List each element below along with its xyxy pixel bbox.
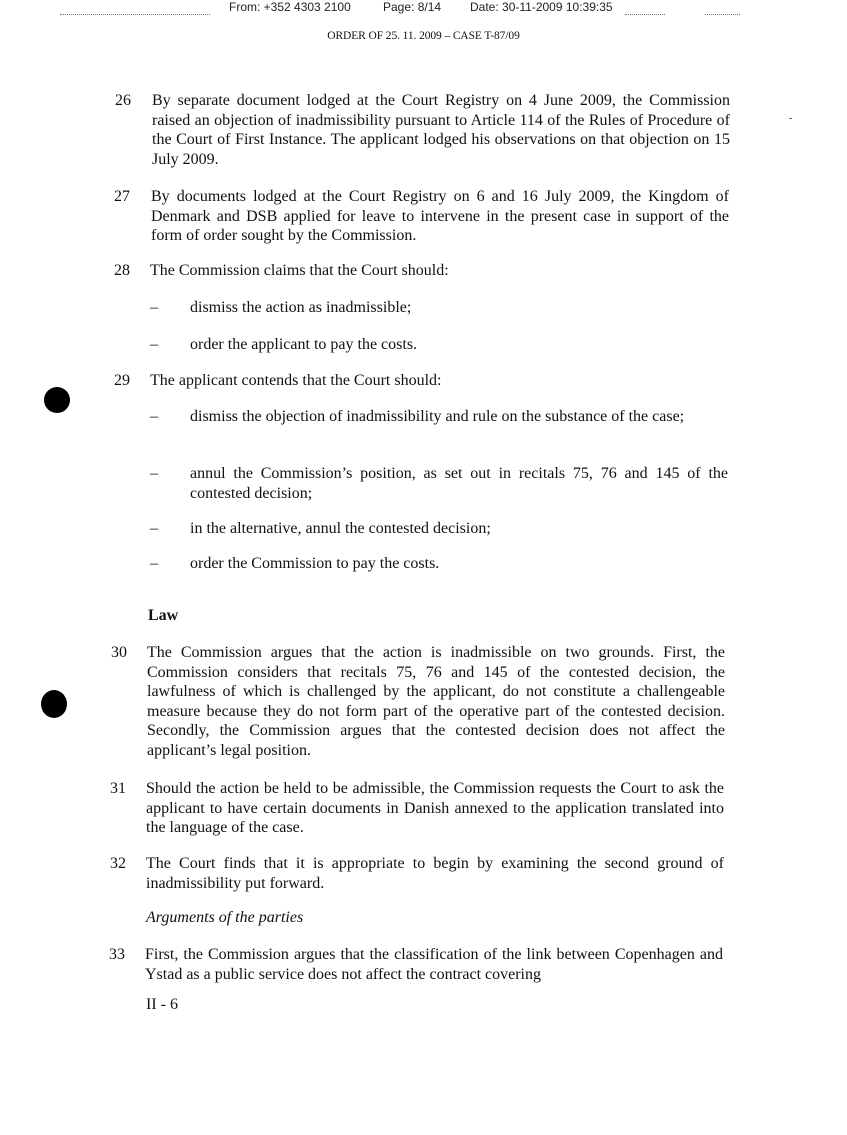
list-item	[150, 554, 728, 574]
paragraph-26	[115, 91, 730, 171]
paragraph-number: 26	[115, 92, 131, 109]
list-item-text: in the alternative, annul the contested decision;	[190, 520, 491, 537]
section-heading-law: Law	[148, 607, 179, 624]
paragraph-text: By documents lodged at the Court Registry on 6 and 16 July 2009, the Kingdom of Denmark and DSB applied for leave to intervene in the present case in support of the form of order sought by the Commission.	[151, 188, 729, 244]
punch-hole	[44, 387, 70, 413]
fax-from: From: +352 4303 2100	[229, 0, 351, 14]
scan-speck	[789, 118, 792, 119]
paragraph-number: 33	[109, 946, 125, 963]
punch-hole	[41, 690, 67, 718]
paragraph-number: 28	[114, 262, 130, 279]
fax-page: Page: 8/14	[383, 0, 442, 14]
paragraph-32	[110, 854, 725, 894]
fax-header	[0, 0, 847, 16]
paragraph-number: 30	[111, 644, 127, 661]
list-dash: –	[150, 408, 158, 425]
list-dash: –	[150, 520, 158, 537]
paragraph-28	[114, 261, 729, 281]
list-item	[150, 298, 728, 318]
list-item	[150, 407, 728, 447]
list-dash: –	[150, 555, 158, 572]
paragraph-text: The applicant contends that the Court should:	[150, 372, 442, 389]
scan-noise	[625, 8, 665, 15]
list-dash: –	[150, 299, 158, 316]
paragraph-text: First, the Commission argues that the classification of the link between Copenhagen and Ystad as a public service does not affect the contract covering	[145, 946, 723, 983]
paragraph-30	[111, 643, 726, 763]
list-item-text: dismiss the action as inadmissible;	[190, 299, 412, 316]
paragraph-text: The Commission argues that the action is inadmissible on two grounds. First, the Commission considers that recitals 75, 76 and 145 of the contested decision, the lawfulness of which is challenged by the applicant, do not constitute a challengeable measure because they do not form part of the operative part of the contested decision. Secondly, the Commission argues that the contested decision does not affect the applicant’s legal position.	[147, 644, 725, 759]
paragraph-text: By separate document lodged at the Court Registry on 4 June 2009, the Commission raised an objection of inadmissibility pursuant to Article 114 of the Rules of Procedure of the Court of First Instance. The applicant lodged his observations on that objection on 15 July 2009.	[152, 92, 730, 168]
paragraph-number: 32	[110, 855, 126, 872]
paragraph-number: 29	[114, 372, 130, 389]
paragraph-text: The Commission claims that the Court should:	[150, 262, 449, 279]
running-head: ORDER OF 25. 11. 2009 – CASE T-87/09	[327, 30, 520, 42]
paragraph-number: 27	[114, 188, 130, 205]
paragraph-31	[110, 779, 725, 839]
paragraph-33	[109, 945, 724, 985]
list-item-text: order the Commission to pay the costs.	[190, 555, 440, 572]
paragraph-text: The Court finds that it is appropriate to begin by examining the second ground of inadmissibility put forward.	[146, 855, 724, 892]
page-footer: II - 6	[146, 996, 178, 1013]
list-item-text: dismiss the objection of inadmissibility and rule on the substance of the case;	[190, 408, 685, 425]
list-item	[150, 335, 728, 355]
section-heading-arguments: Arguments of the parties	[146, 909, 304, 926]
list-item	[150, 519, 728, 539]
paragraph-text: Should the action be held to be admissible, the Commission requests the Court to ask the applicant to have certain documents in Danish annexed to the application translated into the language of the case.	[146, 780, 724, 836]
fax-date: Date: 30-11-2009 10:39:35	[470, 0, 613, 14]
paragraph-27	[114, 187, 729, 247]
list-dash: –	[150, 465, 158, 482]
list-dash: –	[150, 336, 158, 353]
scan-noise	[705, 8, 740, 15]
list-item-text: annul the Commission’s position, as set out in recitals 75, 76 and 145 of the contested decision;	[190, 465, 728, 502]
scan-noise	[60, 8, 210, 15]
paragraph-number: 31	[110, 780, 126, 797]
paragraph-29	[114, 371, 729, 391]
list-item	[150, 464, 728, 504]
list-item-text: order the applicant to pay the costs.	[190, 336, 418, 353]
